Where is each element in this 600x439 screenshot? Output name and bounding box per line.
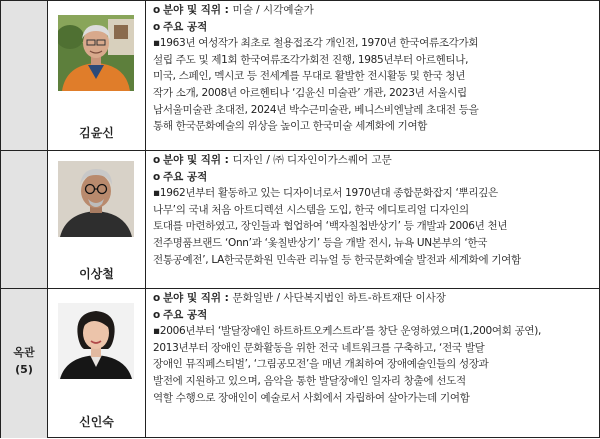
award-details: [153, 152, 593, 268]
person-name: 신인숙: [79, 415, 114, 429]
award-details: [153, 290, 593, 406]
category-count: (5): [15, 363, 33, 376]
award-details: [153, 2, 593, 135]
category-cell: [1, 289, 48, 438]
portrait-photo: [58, 161, 134, 237]
desc-line: 토대를 마련하였고, 장인들과 협업하여 ‘백자칠첩반상기’ 등 개발과 2006년 천년: [153, 220, 508, 233]
field-value: 미술 / 시각예술가: [232, 4, 314, 16]
desc-line: ▪1963년 여성작가 최초로 철용접조각 개인전, 1970년 한국여류조각가회: [153, 37, 479, 50]
achievements-heading: o 주요 공적: [153, 20, 208, 33]
field-label: 분야 및 직위: [163, 292, 222, 304]
desc-line: 미국, 스페인, 멕시코 등 전세계를 무대로 활발한 전시활동 및 한국 청년: [153, 70, 466, 83]
table-row: [1, 150, 599, 289]
portrait-photo: [58, 303, 134, 379]
category-label: 옥관: [13, 346, 35, 359]
desc-line: ▪1962년부터 활동하고 있는 디자이너로서 1970년대 종합문화잡지 ‘뿌리깊은: [153, 187, 498, 200]
field-value: 문화일반 / 사단복지법인 하트-하트재단 이사장: [232, 292, 446, 304]
desc-line: ▪2006년부터 ‘발달장애인 하트하트오케스트라’를 창단 운영하였으며(1,200여회 공연),: [153, 325, 542, 338]
achievements-label: 주요 공적: [163, 20, 208, 33]
desc-line: 남서울미술관 초대전, 2024년 박수근미술관, 베니스비엔날레 초대전 등을: [153, 103, 479, 116]
desc-line: 2013년부터 장애인 문화활동을 위한 전국 네트워크를 구축하고, ‘전국 발달: [153, 341, 485, 354]
achievements-label: 주요 공적: [163, 308, 208, 321]
desc-line: 작가 소개, 2008년 아르헨티나 ‘김윤신 미술관’ 개관, 2023년 서울시립: [153, 86, 467, 99]
table-row: [1, 0, 599, 151]
desc-line: 나무’의 국내 처음 아트디렉션 시스템을 도입, 한국 에디토리얼 디자인의: [153, 203, 469, 216]
person-name: 김윤신: [79, 126, 114, 140]
field-label: 분야 및 직위: [163, 4, 222, 16]
person-name: 이상철: [79, 267, 114, 281]
desc-line: 설립 주도 및 제1회 한국여류조각가회전 진행, 1985년부터 아르헨티나,: [153, 53, 469, 66]
field-value: 디자인 / ㈜ 디자인이가스퀘어 고문: [232, 154, 392, 166]
desc-line: 장애인 뮤직페스티벌’, ‘그림공모전’을 매년 개최하여 장애예술인들의 성장과: [153, 358, 489, 371]
desc-line: 발전에 지원하고 있으며, 음악을 통한 발달장애인 일자리 창출에 선도적: [153, 374, 466, 387]
desc-line: 통해 한국문화예술의 위상을 높이고 한국미술 세계화에 기여함: [153, 120, 428, 133]
person-cell: [48, 289, 146, 438]
person-cell: [48, 1, 146, 151]
desc-line: 전주명품브랜드 ‘Onn’과 ‘옻칠반상기’ 등을 개발 전시, 뉴욕 UN본부의 ‘한국: [153, 236, 488, 249]
category-cell: [1, 1, 48, 151]
category-cell: [1, 151, 48, 289]
person-cell: [48, 151, 146, 289]
desc-line: 전통공예전’, LA한국문화원 민속관 리뉴얼 등 한국문화예술 발전과 세계화에 기여함: [153, 253, 521, 266]
field-label: 분야 및 직위: [163, 154, 222, 166]
field-line: o 분야 및 직위 : 디자인 / ㈜ 디자인이가스퀘어 고문: [153, 154, 392, 166]
field-line: o 분야 및 직위 : 문화일반 / 사단복지법인 하트-하트재단 이사장: [153, 292, 446, 304]
table-row: [1, 288, 599, 438]
achievements-label: 주요 공적: [163, 170, 208, 183]
field-line: o 분야 및 직위 : 미술 / 시각예술가: [153, 4, 314, 16]
achievements-heading: o 주요 공적: [153, 170, 208, 183]
achievements-heading: o 주요 공적: [153, 308, 208, 321]
portrait-photo: [58, 15, 134, 91]
desc-line: 역할 수행으로 장애인이 예술로서 사회에서 자립하여 살아가는데 기여함: [153, 391, 470, 404]
